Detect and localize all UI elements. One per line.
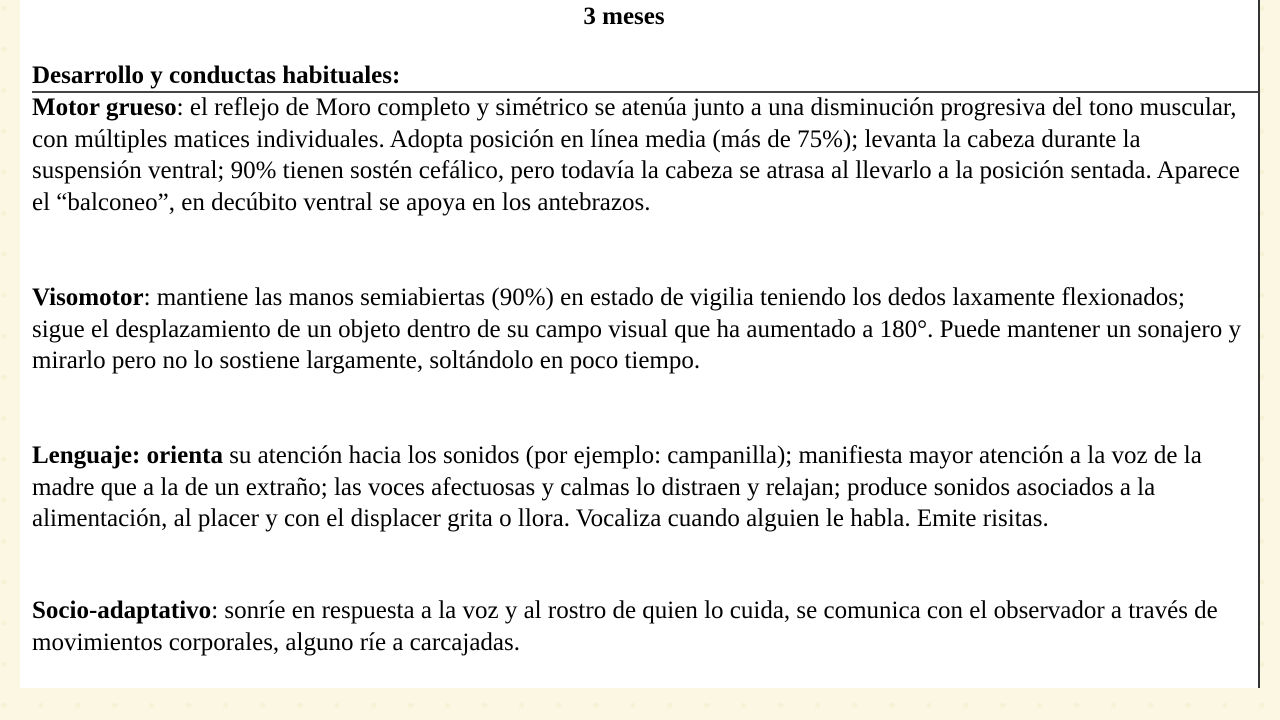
paragraph-visomotor: [32, 282, 1242, 377]
text-socio-adaptativo: sonríe en respuesta a la voz y al rostro de quien lo cuida, se comunica con el observador a través de movimientos corporales, alguno ríe a carcajadas.: [32, 597, 1218, 656]
section-heading: Desarrollo y conductas habituales:: [32, 62, 401, 89]
paragraph-socio-adaptativo: [32, 595, 1242, 658]
paragraph-motor-grueso: [32, 92, 1242, 218]
label-colon: :: [143, 284, 151, 311]
paragraph-lenguaje: [32, 440, 1242, 535]
label-colon: :: [176, 94, 184, 121]
text-motor-grueso: el reflejo de Moro completo y simétrico se atenúa junto a una disminución progresiva del tono muscular, con múltiples matices individuales. Adopta posición en línea media (más de 75%); levanta la cabeza durante la suspensión ventral; 90% tienen sostén cefálico, pero todavía la cabeza se atrasa al llevarlo a la posición sentada. Aparece el “balconeo”, en decúbito ventral se apoya en los antebrazos.: [32, 94, 1240, 216]
text-lenguaje: su atención hacia los sonidos (por ejemplo: campanilla); manifiesta mayor atención a la voz de la madre que a la de un extraño; las voces afectuosas y calmas lo distraen y relajan; produce sonidos asociados a la alimentación, al placer y con el displacer grita o llora. Vocaliza cuando alguien le habla. Emite risitas.: [32, 442, 1202, 532]
document-panel: [20, 0, 1260, 688]
label-socio-adaptativo: Socio-adaptativo: [32, 597, 212, 624]
label-lenguaje: Lenguaje: orienta: [32, 442, 223, 469]
document-title: 3 meses: [583, 3, 665, 30]
text-visomotor: mantiene las manos semiabiertas (90%) en estado de vigilia teniendo los dedos laxamente flexionados; sigue el desplazamiento de un objeto dentro de su campo visual que ha aumentado a 180°. Puede mantener un sonajero y mirarlo pero no lo sostiene largamente, soltándolo en poco tiempo.: [32, 284, 1241, 374]
label-visomotor: Visomotor: [32, 284, 144, 311]
label-colon: :: [211, 597, 219, 624]
label-motor-grueso: Motor grueso: [32, 94, 177, 121]
